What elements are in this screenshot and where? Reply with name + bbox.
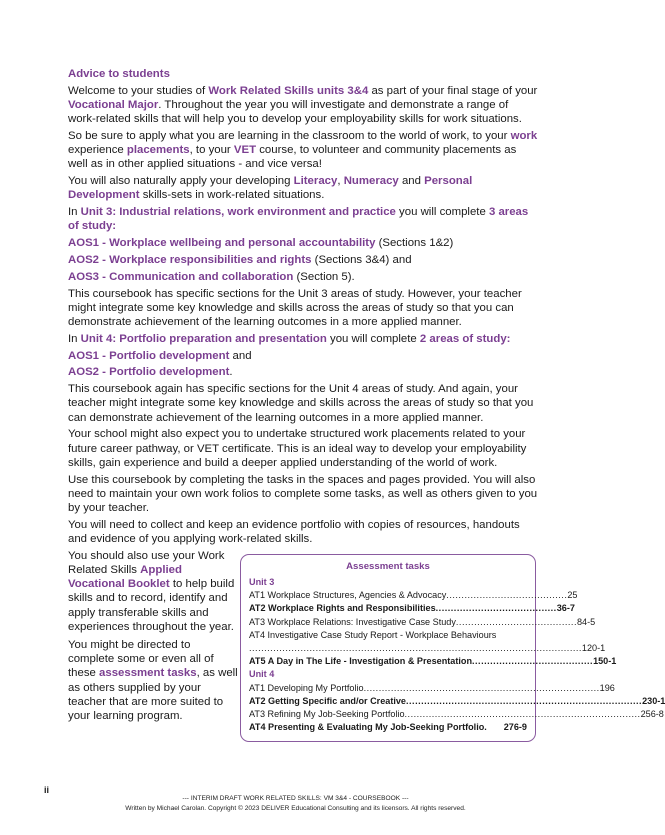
portfolio-paragraph: You will need to collect and keep an evidence portfolio with copies of resources, handouts and evidence of you applying work-related skills. bbox=[68, 518, 520, 545]
unit-heading: Unit 4 bbox=[249, 669, 275, 680]
leader-dots: . bbox=[484, 722, 488, 733]
text: So be sure to apply what you are learning in the classroom to the world of work, to your bbox=[68, 130, 511, 142]
box-title: Assessment tasks bbox=[346, 560, 430, 572]
task-label: AT1 Developing My Portfolio bbox=[249, 682, 364, 693]
aos-sections: and bbox=[229, 349, 252, 362]
task-page: 256-8 bbox=[640, 709, 664, 720]
leader-dots: ........................................ bbox=[472, 656, 594, 667]
text: . Throughout the year you will investigate and demonstrate a range of work-related skills that will help you to develop your employability skills for work situations. bbox=[68, 99, 522, 126]
task-label: AT2 Getting Specific and/or Creative bbox=[249, 695, 406, 706]
leader-dots: .............................................................................. bbox=[363, 682, 600, 693]
aos-sections: (Sections 3&4) and bbox=[311, 254, 412, 266]
tasks-paragraph bbox=[68, 638, 238, 723]
task-label: AT1 Workplace Structures, Agencies & Advocacy bbox=[249, 590, 447, 601]
highlight-text: Personal Development bbox=[68, 175, 473, 202]
task-label: AT3 Workplace Relations: Investigative Case Study bbox=[249, 616, 456, 627]
text: experience bbox=[68, 144, 127, 157]
text: You will also naturally apply your developing bbox=[68, 175, 294, 188]
text: , as well as others supplied by your teacher that are more suited to your learning program. bbox=[68, 667, 238, 723]
task-row bbox=[249, 655, 617, 668]
task-label: AT5 A Day in The Life - Investigation & Presentation bbox=[249, 656, 472, 667]
text: you will complete bbox=[326, 332, 420, 345]
highlight-text: 2 areas of study: bbox=[419, 332, 511, 345]
task-row bbox=[249, 629, 606, 655]
text: as part of your final stage of your bbox=[368, 84, 538, 97]
leader-dots: ........................................ bbox=[455, 616, 577, 627]
highlight-text: VET bbox=[233, 144, 257, 157]
task-label: AT4 Investigative Case Study Report - Workplace Behaviours bbox=[249, 629, 497, 640]
leader-dots: ........................................ bbox=[435, 603, 557, 614]
task-row bbox=[249, 589, 578, 602]
leader-dots: .............................................................................................................. bbox=[249, 643, 582, 654]
text: You might be directed to complete some or even all of these bbox=[68, 639, 214, 680]
task-page: 120-1 bbox=[581, 643, 606, 654]
unit3-note-paragraph: This coursebook has specific sections for the Unit 3 areas of study. However, your teacher might integrate some key knowledge and skills across the areas of study so that you can demonstrate achievement of the learning outcomes in a more applied manner. bbox=[68, 287, 522, 328]
task-page: 230-1 bbox=[642, 695, 665, 706]
assessment-tasks-box bbox=[240, 554, 665, 742]
highlight-text: work bbox=[510, 130, 538, 142]
aos-sections: (Sections 1&2) bbox=[375, 237, 454, 250]
text: skills-sets in work-related situations. bbox=[139, 189, 325, 202]
text: course, to volunteer and community placements as well as in other applied situations - and vice versa! bbox=[68, 144, 517, 171]
highlight-text: Work Related Skills units 3&4 bbox=[208, 84, 369, 97]
highlight-text: Applied Vocational Booklet bbox=[68, 564, 182, 591]
text: In bbox=[68, 332, 81, 345]
task-row bbox=[249, 682, 615, 695]
highlight-text: Numeracy bbox=[343, 175, 399, 188]
highlight-text: Vocational Major bbox=[68, 99, 159, 111]
text: to help build skills and to record, identify and apply transferable skills and experiences throughout the year. bbox=[68, 578, 235, 633]
task-label: AT2 Workplace Rights and Responsibilities bbox=[249, 603, 436, 614]
footer-draft-line: --- INTERIM DRAFT WORK RELATED SKILLS: VM 3&4 - COURSEBOOK --- bbox=[182, 795, 409, 802]
intro-paragraph bbox=[68, 84, 538, 127]
aos-title: AOS1 - Workplace wellbeing and personal accountability bbox=[68, 237, 376, 250]
text: In bbox=[68, 206, 81, 219]
highlight-text: 3 areas of study: bbox=[68, 206, 529, 233]
highlight-text: Unit 4: Portfolio preparation and presentation bbox=[80, 332, 327, 345]
highlight-text: placements bbox=[126, 144, 190, 157]
text: Welcome to your studies of bbox=[68, 84, 209, 97]
task-row bbox=[249, 708, 664, 721]
page-number: ii bbox=[44, 785, 50, 795]
main-content bbox=[68, 67, 665, 749]
unit4-paragraph bbox=[68, 332, 538, 346]
task-page: 25 bbox=[567, 590, 578, 601]
task-page: 276-9 bbox=[503, 722, 527, 733]
left-column bbox=[68, 549, 238, 727]
task-page: 36-7 bbox=[556, 603, 575, 614]
highlight-text: Unit 3: Industrial relations, work environment and practice bbox=[80, 206, 396, 219]
task-row bbox=[249, 602, 575, 615]
aos-line bbox=[68, 253, 538, 267]
booklet-paragraph bbox=[68, 549, 238, 634]
aos-title: AOS1 - Portfolio development bbox=[68, 349, 230, 362]
leader-dots: .............................................................................. bbox=[406, 695, 643, 706]
skills-paragraph bbox=[68, 174, 538, 202]
aos-line bbox=[68, 270, 538, 284]
aos-sections: . bbox=[229, 366, 233, 379]
aos-title: AOS2 - Workplace responsibilities and rights bbox=[68, 254, 312, 266]
aos-line bbox=[68, 236, 538, 250]
text: , bbox=[337, 175, 344, 188]
task-page-line bbox=[249, 642, 606, 655]
task-label: AT4 Presenting & Evaluating My Job-Seeking Portfolio bbox=[249, 722, 485, 733]
text: you will complete bbox=[395, 206, 489, 219]
aos-title: AOS2 - Portfolio development bbox=[68, 366, 230, 379]
usage-paragraph: Use this coursebook by completing the tasks in the spaces and pages provided. You will also need to maintain your own work folios to complete some tasks, as well as others given to you by your teacher. bbox=[68, 473, 538, 514]
task-label: AT3 Refining My Job-Seeking Portfolio bbox=[249, 709, 405, 720]
bottom-section bbox=[68, 549, 665, 749]
aos-title: AOS3 - Communication and collaboration bbox=[68, 270, 294, 283]
aos-line bbox=[68, 349, 538, 363]
task-page: 84-5 bbox=[576, 616, 596, 627]
aos-line bbox=[68, 365, 538, 379]
text: You should also use your Work Related Skills bbox=[68, 549, 225, 576]
leader-dots: .............................................................................. bbox=[404, 709, 641, 720]
leader-dots: ........................................ bbox=[446, 590, 568, 601]
apply-paragraph bbox=[68, 129, 538, 172]
unit4-note-paragraph: This coursebook again has specific sections for the Unit 4 areas of study. And again, your teacher might integrate some key knowledge and skills across the areas of study so that you can demonstrate achievement of the learning outcomes in a more applied manner. bbox=[68, 383, 534, 424]
footer-copyright: Written by Michael Carolan. Copyright © 2023 DELIVER Educational Consulting and its licensors. All rights reserved. bbox=[125, 805, 466, 812]
task-page: 150-1 bbox=[593, 656, 617, 667]
task-page: 196 bbox=[599, 682, 615, 693]
task-row bbox=[249, 721, 527, 734]
section-heading: Advice to students bbox=[68, 68, 170, 80]
placements-paragraph: Your school might also expect you to undertake structured work placements related to your future career pathway, or VET certificate. This is an ideal way to develop your employability skills, gain experience and build a deeper applied understanding of the world of work. bbox=[68, 428, 527, 469]
unit3-paragraph bbox=[68, 205, 538, 233]
text: and bbox=[398, 175, 425, 188]
task-row bbox=[249, 695, 665, 708]
aos-sections: (Section 5). bbox=[293, 270, 355, 283]
unit-heading: Unit 3 bbox=[249, 577, 275, 587]
highlight-text: Literacy bbox=[293, 175, 338, 188]
task-row bbox=[249, 616, 596, 629]
highlight-text: assessment tasks bbox=[99, 667, 197, 680]
text: , to your bbox=[189, 144, 234, 157]
